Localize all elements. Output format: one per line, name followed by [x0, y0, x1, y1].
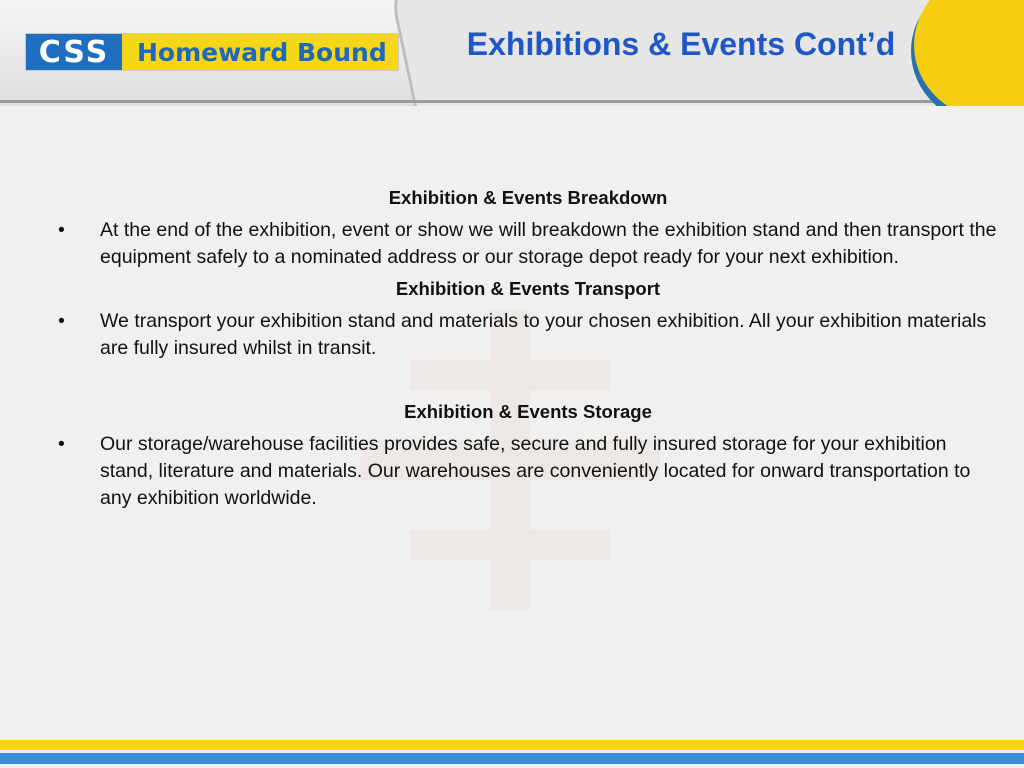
bullet-marker: • — [58, 433, 65, 455]
bullet-item-breakdown — [58, 217, 998, 271]
bullet-text: Our storage/warehouse facilities provides safe, secure and fully insured storage for your exhibition stand, literature and materials. Our warehouses are conveniently located for onward transportation to any exhibition worldwide. — [100, 433, 971, 509]
decorative-circle — [914, 0, 1024, 106]
bullet-item-transport — [58, 308, 998, 362]
bullet-marker: • — [58, 219, 65, 241]
header-divider — [0, 100, 1024, 103]
logo-abbr: CSS — [26, 34, 122, 70]
logo-name: Homeward Bound — [127, 34, 398, 70]
bullet-text: At the end of the exhibition, event or show we will breakdown the exhibition stand and then transport the equipment safely to a nominated address or our storage depot ready for your next exhibition. — [100, 219, 997, 268]
section-heading-breakdown: Exhibition & Events Breakdown — [388, 187, 668, 208]
footer-stripes — [0, 740, 1024, 768]
bullet-marker: • — [58, 310, 65, 332]
slide-title: Exhibitions & Events Cont’d — [466, 26, 896, 62]
bullet-text: We transport your exhibition stand and materials to your chosen exhibition. All your exhibition materials are fully insured whilst in transit. — [100, 310, 987, 359]
slide-body — [58, 184, 998, 512]
section-heading-storage: Exhibition & Events Storage — [404, 401, 652, 422]
section-heading-transport: Exhibition & Events Transport — [395, 278, 661, 299]
company-logo — [26, 34, 398, 70]
slide-header — [0, 0, 1024, 106]
bullet-item-storage — [58, 431, 998, 512]
